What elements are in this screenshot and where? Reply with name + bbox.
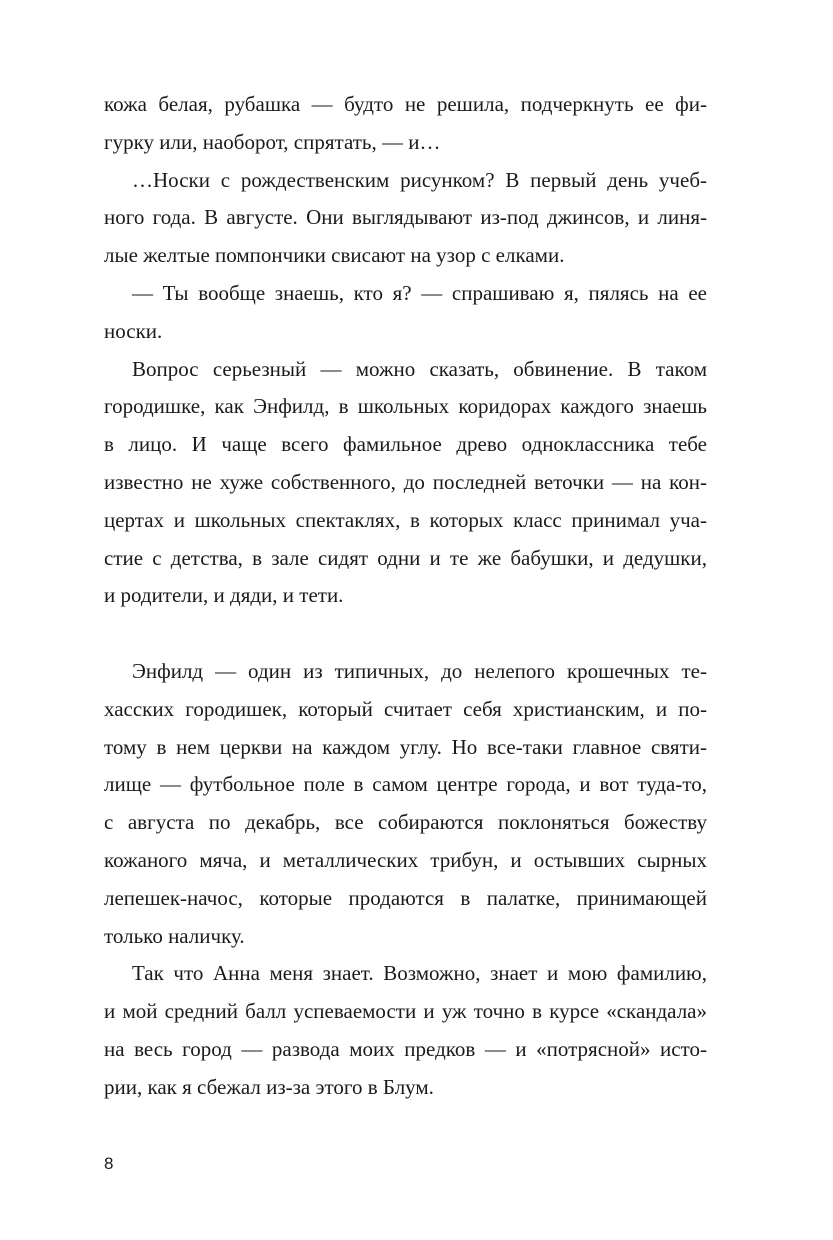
text-line: с августа по декабрь, все собираются поклоняться божеству (104, 810, 707, 835)
text-line: лые желтые помпончики свисают на узор с елками. (104, 243, 565, 268)
text-line: ного года. В августе. Они выглядывают из-под джинсов, и линя- (104, 205, 707, 230)
text-line: цертах и школьных спектаклях, в которых класс принимал уча- (104, 507, 707, 532)
text-line: лепешек-начос, которые продаются в палатке, принимающей (104, 885, 707, 910)
text-line: на весь город — развода моих предков — и «потрясной» исто- (104, 1036, 707, 1061)
text-line: кожа белая, рубашка — будто не решила, подчеркнуть ее фи- (104, 92, 707, 116)
text-line: гурку или, наоборот, спрятать, — и… (104, 129, 441, 154)
text-line: только наличку. (104, 923, 245, 948)
text-line: Энфилд — один из типичных, до нелепого крошечных те- (132, 659, 707, 683)
text-line: Так что Анна меня знает. Возможно, знает и мою фамилию, (132, 961, 707, 986)
text-line: Вопрос серьезный — можно сказать, обвинение. В таком (132, 356, 707, 381)
text-line: городишке, как Энфилд, в школьных коридорах каждого знаешь (104, 394, 707, 419)
text-line: тому в нем церкви на каждом углу. Но все-таки главное святи- (104, 734, 707, 759)
text-line: кожаного мяча, и металлических трибун, и остывших сырных (104, 847, 707, 872)
text-line: — Ты вообще знаешь, кто я? — спрашиваю я, пялясь на ее (132, 280, 707, 305)
text-line: и мой средний балл успеваемости и уж точно в курсе «скандала» (104, 999, 707, 1024)
text-line: носки. (104, 318, 163, 343)
text-line: в лицо. И чаще всего фамильное древо одноклассника тебе (104, 432, 707, 457)
text-line: …Носки с рождественским рисунком? В первый день учеб- (132, 167, 707, 192)
text-section-2 (104, 653, 707, 1107)
text-line: лище — футбольное поле в самом центре города, и вот туда-то, (104, 772, 707, 797)
text-line: рии, как я сбежал из-за этого в Блум. (104, 1074, 434, 1099)
text-line: хасских городишек, который считает себя христианским, и по- (104, 696, 707, 721)
text-line: и родители, и дяди, и тети. (104, 583, 344, 608)
page-number: 8 (104, 1154, 114, 1173)
text-line: известно не хуже собственного, до последней веточки — на кон- (104, 469, 707, 494)
text-section-1 (104, 86, 707, 615)
text-line: стие с детства, в зале сидят одни и те же бабушки, и дедушки, (104, 545, 707, 570)
